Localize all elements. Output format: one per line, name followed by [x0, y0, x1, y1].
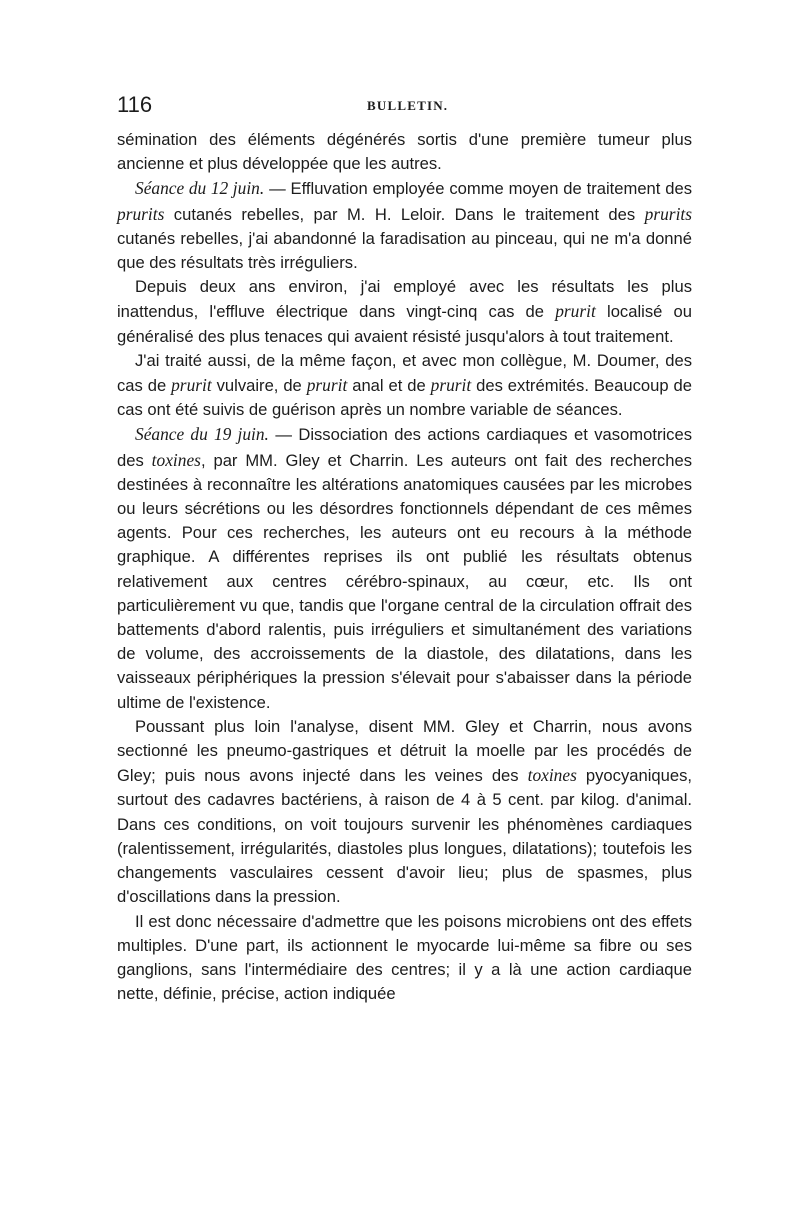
italic-term: toxines — [527, 765, 577, 786]
journal-title: BULLETIN. — [367, 98, 449, 113]
italic-term: prurit — [306, 375, 348, 396]
paragraph-conclusion: Il est donc nécessaire d'admettre que les poisons microbiens ont des effets multiples. D'une part, ils actionnent le myocarde lui-même sa fibre ou ses ganglions, sans l'intermédiaire des centres; il y a là une action cardiaque nette, définie, précise, action indiquée — [117, 911, 692, 1004]
session-heading: Séance du 12 juin. — [135, 178, 265, 199]
italic-term: prurit — [430, 375, 472, 396]
paragraph-seance-19-juin: Séance du 19 juin. — Dissociation des actions cardiaques et vasomotrices des toxines, par MM. Gley et Charrin. Les auteurs ont fait des recherches destinées à reconnaître les altérations anatomiques causées par les microbes ou leurs sécrétions ou les désordres fonctionnels dépendant de ces mêmes agents. Pour ces recherches, les auteurs ont eu recours à la méthode graphique. A différentes reprises ils ont publié les résultats obtenus relativement aux centres cérébro-spinaux, au cœur, etc. Ils ont particulièrement vu que, tandis que l'organe central de la circulation offrait des battements d'abord ralentis, puis irréguliers et simultanément des variations de volume, des accroissements de la diastole, des dilatations, dans les vaisseaux périphériques la pression s'élevait pour s'abaisser dans la période ultime de l'existence. — [117, 424, 693, 712]
italic-term: prurit — [555, 301, 596, 322]
italic-term: prurit — [171, 375, 212, 396]
page-number: 116 — [117, 92, 153, 117]
paragraph-seance-12-juin: Séance du 12 juin. — Effluvation employée comme moyen de traitement des prurits cutanés rebelles, par M. H. Leloir. Dans le traitement des prurits cutanés rebelles, j'ai abandonné la faradisation au pinceau, qui ne m'a donné que des résultats très irréguliers. — [117, 178, 693, 273]
running-head — [117, 92, 692, 122]
italic-term: prurits — [644, 203, 692, 224]
paragraph-analyse: Poussant plus loin l'analyse, disent MM. Gley et Charrin, nous avons sectionné les pneumo-gastriques et détruit la moelle par les procédés de Gley; puis nous avons injecté dans les veines des toxines pyocyaniques, surtout des cadavres bactériens, à raison de 4 à 5 cent. par kilog. d'animal. Dans ces conditions, on voit toujours survenir les phénomènes cardiaques (ralentissement, irrégularités, diastoles plus longues, dilatations); toutefois les changements vasculaires cessent d'avoir lieu; plus de spasmes, plus d'oscillations dans la pression. — [117, 716, 692, 907]
paragraph-continuation: sémination des éléments dégénérés sortis d'une première tumeur plus ancienne et plus développée que les autres. — [117, 130, 692, 174]
paragraph-doumer: J'ai traité aussi, de la même façon, et avec mon collègue, M. Doumer, des cas de prurit vulvaire, de prurit anal et de prurit des extrémités. Beaucoup de cas ont été suivis de guérison après un nombre variable de séances. — [117, 350, 692, 420]
italic-term: prurits — [117, 203, 165, 224]
session-heading: Séance du 19 juin. — [135, 424, 269, 445]
italic-term: toxines — [151, 449, 201, 470]
body-text — [117, 128, 692, 1006]
paragraph-effluve: Depuis deux ans environ, j'ai employé avec les résultats les plus inattendus, l'effluve électrique dans vingt-cinq cas de prurit localisé ou généralisé des plus tenaces qui avaient résisté jusqu'alors à tout traitement. — [117, 277, 692, 346]
